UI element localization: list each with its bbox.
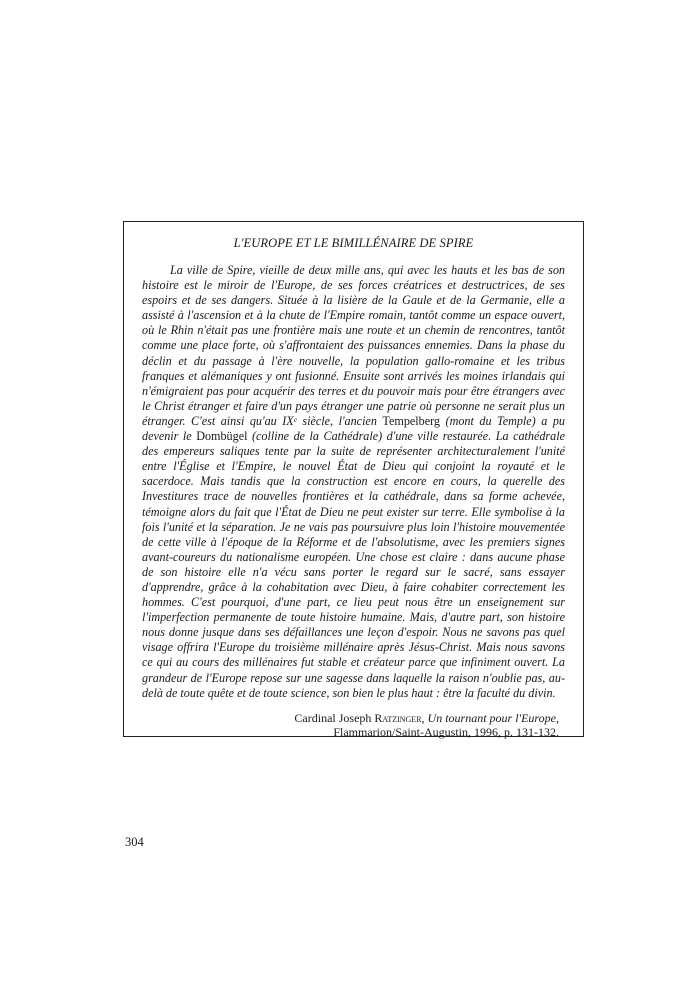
century-superscript: e (293, 415, 297, 424)
paragraph-part-3: (mont du Temple) a pu devenir le (142, 413, 565, 444)
box-title: L'EUROPE ET LE BIMILLÉNAIRE DE SPIRE (233, 236, 474, 250)
citation-author: Ratzinger (374, 710, 422, 725)
citation-book: Un tournant pour l'Europe (427, 710, 556, 725)
paragraph-part-2: siècle, l'ancien (296, 413, 383, 428)
paragraph-part-1: La ville de Spire, vieille de deux mille ans, qui avec les hauts et les bas de son histoire est le miroir de l'Europe, de ses forces créatrices et destructrices, de ses espoirs et de ses dangers. Située à la lisière de la Gaule et de la Germanie, elle a assisté à l'ascension et à la chute de l'Empire romain, tantôt comme un espace ouvert, où le Rhin n'était pas une frontière mais une route et un chemin de rencontres, tantôt comme une place forte, où s'affrontaient des puissances ennemies. Dans la phase du déclin et du passage à l'ère nouvelle, la population gallo-romaine et les tribus franques et alémaniques y ont fusionné. Ensuite sont arrivés les moines irlandais qui n'émigraient pas pour acquérir des terres et du pouvoir mais pour être étrangers avec le Christ étranger et faire d'un pays étranger une patrie où personne ne serait plus un étranger. C'est ainsi qu'au IX (142, 263, 565, 428)
quote-box (123, 221, 584, 740)
citation-sep: , (421, 710, 428, 725)
citation-prefix: Cardinal Joseph (294, 710, 375, 725)
citation-line-1 (142, 711, 559, 726)
page-number: 304 (125, 835, 144, 849)
citation (142, 711, 565, 740)
quote-paragraph (142, 263, 565, 701)
paragraph-part-4: (colline de la Cathédrale) d'une ville restaurée. La cathédrale des empereurs saliques tente par la suite de représenter architecturalement l'unité entre l'Église et l'Empire, le nouvel État de Dieu qui conjoint la royauté et le sacerdoce. Mais tandis que la construction est encore en cours, la querelle des Investitures trace de nouvelles frontières et la cathédrale, dans sa forme achevée, témoigne alors du fait que l'État de Dieu ne peut exister sur terre. Elle symbolise à la fois l'unité et la séparation. Je ne vais pas poursuivre plus loin l'histoire mouvementée de cette ville à l'époque de la Réforme et de l'absolutisme, avec les premiers signes avant-coureurs du nationalisme européen. Une chose est claire : dans aucune phase de son histoire elle n'a vécu sans porter le regard sur le sacré, sans essayer d'apprendre, grâce à la cohabitation avec Dieu, à faire cohabiter correctement les hommes. C'est pourquoi, d'une part, ce lieu peut nous être un enseignement sur l'imperfection permanente de toute histoire humaine. Mais, d'autre part, son histoire nous donne jusque dans ses défaillances une leçon d'espoir. Nous ne savons pas quel visage offrira l'Europe du troisième millénaire après Jésus-Christ. Mais nous savons ce qui au cours des millénaires fut stable et créateur parce que infiniment ouvert. La grandeur de l'Europe repose sur une sagesse dans laquelle la raison n'oublie pas, au-delà de toute quête et de toute science, son bien le plus haut : être la faculté du divin. (142, 429, 565, 700)
term-dombugel: Dombügel (196, 429, 248, 444)
citation-line1-end: , (556, 710, 559, 725)
citation-line-2: Flammarion/Saint-Augustin, 1996, p. 131-132. (333, 725, 559, 740)
term-tempelberg: Tempelberg (382, 413, 441, 428)
